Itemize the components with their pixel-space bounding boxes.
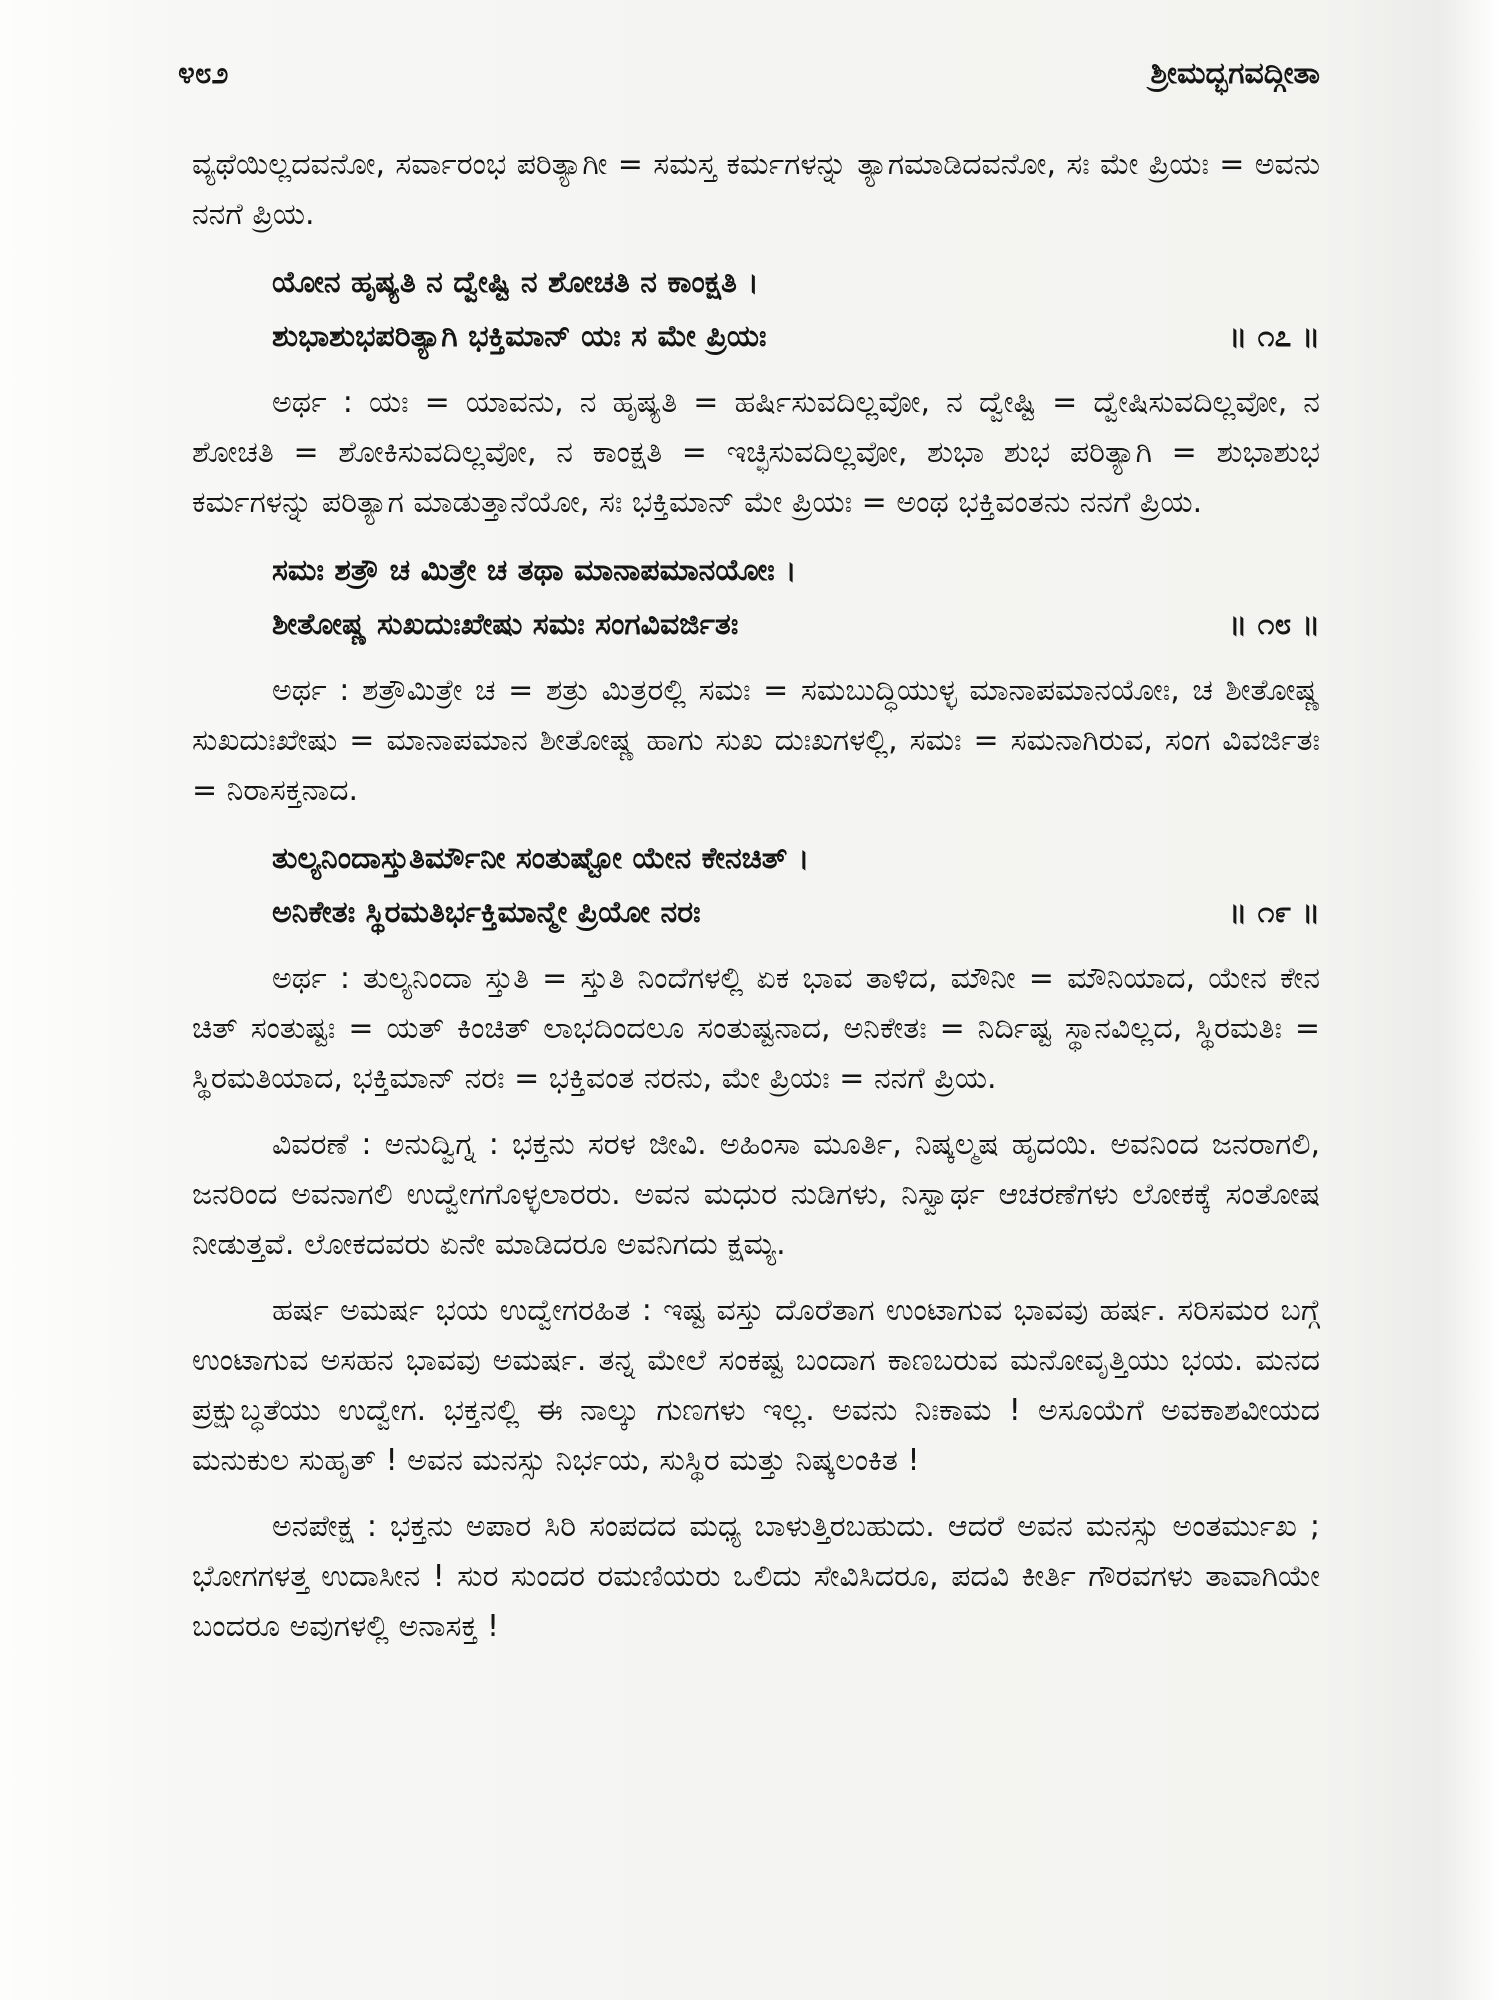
meaning-paragraph: ಅರ್ಥ : ಯಃ = ಯಾವನು, ನ ಹೃಷ್ಯತಿ = ಹರ್ಷಿಸುವದಿಲ್ಲವೋ, ನ ದ್ವೇಷ್ಟಿ = ದ್ವೇಷಿಸುವದಿಲ್ಲವೋ, ನ ಶೋಚತಿ = ಶೋಕಿಸುವದಿಲ್ಲವೋ, ನ ಕಾಂಕ್ಷತಿ = ಇಚ್ಛಿಸುವದಿಲ್ಲವೋ, ಶುಭಾ ಶುಭ ಪರಿತ್ಯಾಗಿ = ಶುಭಾಶುಭ ಕರ್ಮಗಳನ್ನು ಪರಿತ್ಯಾಗ ಮಾಡುತ್ತಾನೆಯೋ, ಸಃ ಭಕ್ತಿಮಾನ್ ಮೇ ಪ್ರಿಯಃ = ಅಂಥ ಭಕ್ತಿವಂತನು ನನಗೆ ಪ್ರಿಯ. [192, 385, 1320, 520]
verse-number: ॥ ೧೭ ॥ [1228, 319, 1320, 354]
verse-18 [192, 544, 1320, 652]
page-number: ೪೮೨ [178, 55, 229, 91]
meaning-paragraph: ಅರ್ಥ : ತುಲ್ಯನಿಂದಾ ಸ್ತುತಿ = ಸ್ತುತಿ ನಿಂದೆಗಳಲ್ಲಿ ಏಕ ಭಾವ ತಾಳಿದ, ಮೌನೀ = ಮೌನಿಯಾದ, ಯೇನ ಕೇನ ಚಿತ್ ಸಂತುಷ್ಟಃ = ಯತ್ ಕಿಂಚಿತ್ ಲಾಭದಿಂದಲೂ ಸಂತುಷ್ಟನಾದ, ಅನಿಕೇತಃ = ನಿರ್ದಿಷ್ಟ ಸ್ಥಾನವಿಲ್ಲದ, ಸ್ಥಿರಮತಿಃ = ಸ್ಥಿರಮತಿಯಾದ, ಭಕ್ತಿಮಾನ್ ನರಃ = ಭಕ್ತಿವಂತ ನರನು, ಮೇ ಪ್ರಿಯಃ = ನನಗೆ ಪ್ರಿಯ. [192, 961, 1320, 1096]
page-edge-shadow [1350, 0, 1500, 2000]
book-title: ಶ್ರೀಮದ್ಭಗವದ್ಗೀತಾ [1150, 55, 1320, 91]
verse-number: ॥ ೧೮ ॥ [1228, 607, 1320, 642]
verse-line [272, 832, 1320, 886]
verse-17 [192, 256, 1320, 364]
verse-line [272, 598, 1320, 652]
explanation-paragraph: ವಿವರಣೆ : ಅನುದ್ವಿಗ್ನ : ಭಕ್ತನು ಸರಳ ಜೀವಿ. ಅಹಿಂಸಾ ಮೂರ್ತಿ, ನಿಷ್ಕಲ್ಮಷ ಹೃದಯಿ. ಅವನಿಂದ ಜನರಾಗಲಿ, ಜನರಿಂದ ಅವನಾಗಲಿ ಉದ್ವೇಗಗೊಳ್ಳಲಾರರು. ಅವನ ಮಧುರ ನುಡಿಗಳು, ನಿಸ್ವಾರ್ಥ ಆಚರಣೆಗಳು ಲೋಕಕ್ಕೆ ಸಂತೋಷ ನೀಡುತ್ತವೆ. ಲೋಕದವರು ಏನೇ ಮಾಡಿದರೂ ಅವನಿಗದು ಕ್ಷಮ್ಯ. [192, 1127, 1320, 1262]
verse-line [272, 256, 1320, 310]
verse-text: ಶೀತೋಷ್ಣ ಸುಖದುಃಖೇಷು ಸಮಃ ಸಂಗವಿವರ್ಜಿತಃ [272, 607, 739, 642]
verse-text: ಸಮಃ ಶತ್ರೌ ಚ ಮಿತ್ರೇ ಚ ತಥಾ ಮಾನಾಪಮಾನಯೋಃ । [272, 553, 797, 588]
page-body [192, 140, 1320, 1668]
verse-19 [192, 832, 1320, 940]
paragraph-continued: ವ್ಯಥೆಯಿಲ್ಲದವನೋ, ಸರ್ವಾರಂಭ ಪರಿತ್ಯಾಗೀ = ಸಮಸ್ತ ಕರ್ಮಗಳನ್ನು ತ್ಯಾಗಮಾಡಿದವನೋ, ಸಃ ಮೇ ಪ್ರಿಯಃ = ಅವನು ನನಗೆ ಪ್ರಿಯ. [192, 147, 1320, 232]
meaning-paragraph: ಅರ್ಥ : ಶತ್ರೌಮಿತ್ರೇ ಚ = ಶತ್ರು ಮಿತ್ರರಲ್ಲಿ ಸಮಃ = ಸಮಬುದ್ಧಿಯುಳ್ಳ ಮಾನಾಪಮಾನಯೋಃ, ಚ ಶೀತೋಷ್ಣ ಸುಖದುಃಖೇಷು = ಮಾನಾಪಮಾನ ಶೀತೋಷ್ಣ ಹಾಗು ಸುಖ ದುಃಖಗಳಲ್ಲಿ, ಸಮಃ = ಸಮನಾಗಿರುವ, ಸಂಗ ವಿವರ್ಜಿತಃ = ನಿರಾಸಕ್ತನಾದ. [192, 673, 1320, 808]
verse-text: ಅನಿಕೇತಃ ಸ್ಥಿರಮತಿರ್ಭಕ್ತಿಮಾನ್ಮೇ ಪ್ರಿಯೋ ನರಃ [272, 895, 701, 930]
verse-line [272, 886, 1320, 940]
verse-line [272, 310, 1320, 364]
explanation-paragraph: ಹರ್ಷ ಅಮರ್ಷ ಭಯ ಉದ್ವೇಗರಹಿತ : ಇಷ್ಟ ವಸ್ತು ದೊರೆತಾಗ ಉಂಟಾಗುವ ಭಾವವು ಹರ್ಷ. ಸರಿಸಮರ ಬಗ್ಗೆ ಉಂಟಾಗುವ ಅಸಹನ ಭಾವವು ಅಮರ್ಷ. ತನ್ನ ಮೇಲೆ ಸಂಕಷ್ಟ ಬಂದಾಗ ಕಾಣಬರುವ ಮನೋವೃತ್ತಿಯು ಭಯ. ಮನದ ಪ್ರಕ್ಷುಬ್ಧತೆಯು ಉದ್ವೇಗ. ಭಕ್ತನಲ್ಲಿ ಈ ನಾಲ್ಕು ಗುಣಗಳು ಇಲ್ಲ. ಅವನು ನಿಃಕಾಮ ! ಅಸೂಯೆಗೆ ಅವಕಾಶವೀಯದ ಮನುಕುಲ ಸುಹೃತ್ ! ಅವನ ಮನಸ್ಸು ನಿರ್ಭಯ, ಸುಸ್ಥಿರ ಮತ್ತು ನಿಷ್ಕಲಂಕಿತ ! [192, 1293, 1320, 1478]
verse-text: ತುಲ್ಯನಿಂದಾಸ್ತುತಿರ್ಮೌನೀ ಸಂತುಷ್ಟೋ ಯೇನ ಕೇನಚಿತ್ । [272, 841, 810, 876]
verse-text: ಶುಭಾಶುಭಪರಿತ್ಯಾಗಿ ಭಕ್ತಿಮಾನ್ ಯಃ ಸ ಮೇ ಪ್ರಿಯಃ [272, 319, 767, 354]
verse-line [272, 544, 1320, 598]
explanation-paragraph: ಅನಪೇಕ್ಷ : ಭಕ್ತನು ಅಪಾರ ಸಿರಿ ಸಂಪದದ ಮಧ್ಯ ಬಾಳುತ್ತಿರಬಹುದು. ಆದರೆ ಅವನ ಮನಸ್ಸು ಅಂತರ್ಮುಖ ; ಭೋಗಗಳತ್ತ ಉದಾಸೀನ ! ಸುರ ಸುಂದರ ರಮಣಿಯರು ಒಲಿದು ಸೇವಿಸಿದರೂ, ಪದವಿ ಕೀರ್ತಿ ಗೌರವಗಳು ತಾವಾಗಿಯೇ ಬಂದರೂ ಅವುಗಳಲ್ಲಿ ಅನಾಸಕ್ತ ! [192, 1509, 1320, 1644]
page-header [178, 48, 1320, 98]
verse-number: ॥ ೧೯ ॥ [1228, 895, 1320, 930]
verse-text: ಯೋನ ಹೃಷ್ಯತಿ ನ ದ್ವೇಷ್ಟಿ ನ ಶೋಚತಿ ನ ಕಾಂಕ್ಷತಿ । [272, 265, 759, 300]
